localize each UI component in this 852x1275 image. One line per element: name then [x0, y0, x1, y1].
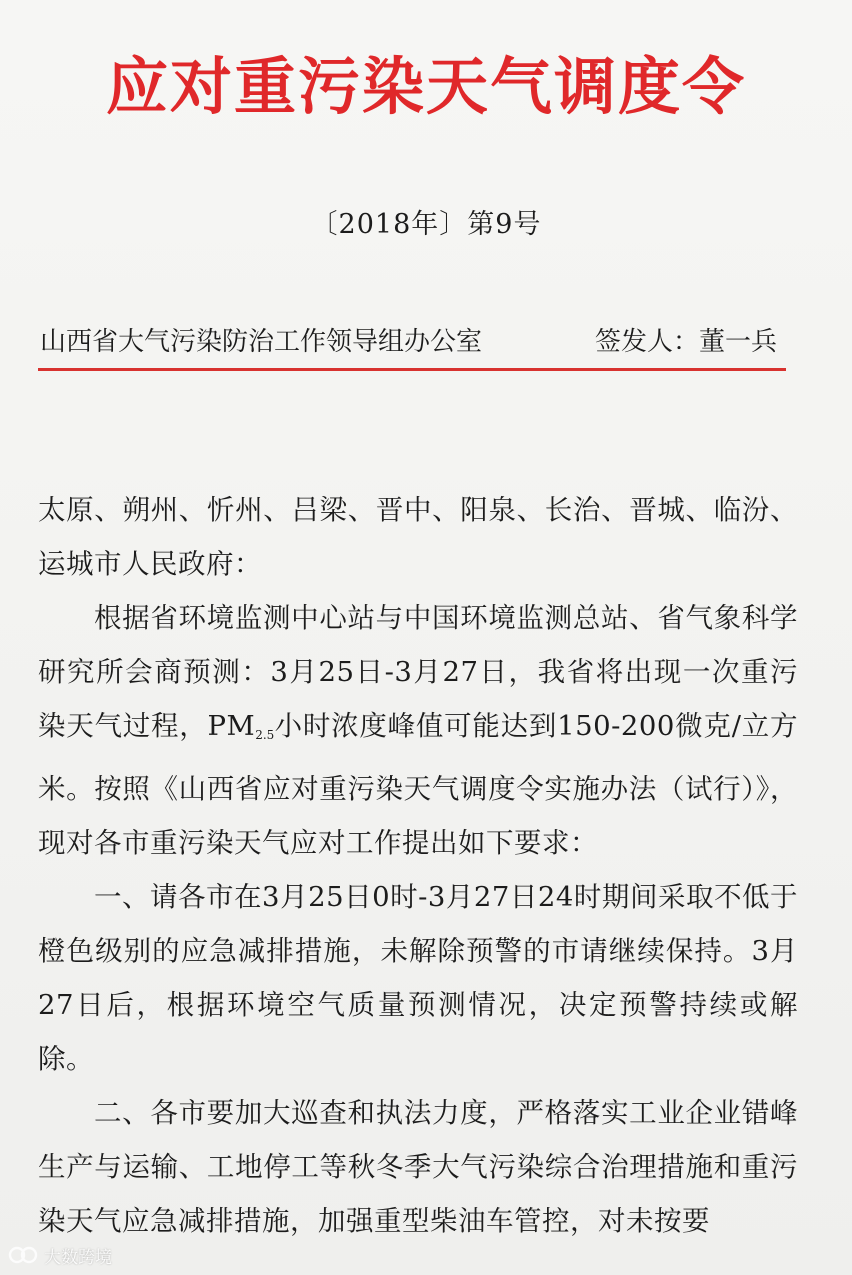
issuer-row — [40, 320, 785, 364]
document-number: 〔2018年〕第9号 — [310, 209, 542, 240]
issuing-office: 山西省大气污染防治工作领导组办公室 — [40, 327, 483, 357]
paragraph-forecast — [38, 591, 798, 870]
signer: 签发人：董一兵 — [594, 327, 777, 357]
watermark — [8, 1240, 112, 1270]
pm-subscript: 2.5 — [255, 728, 275, 742]
watermark-text: 大数跨境 — [44, 1247, 112, 1268]
document-title: 应对重污染天气调度令 — [105, 50, 746, 123]
addressee: 太原、朔州、忻州、吕梁、晋中、阳泉、长治、晋城、临汾、运城市人民政府： — [38, 494, 798, 580]
paragraph-requirement-1: 一、请各市在3月25日0时-3月27日24时期间采取不低于橙色级别的应急减排措施，未解除预警的市请继续保持。3月27日后，根据环境空气质量预测情况，决定预警持续或解除。 — [38, 881, 798, 1075]
red-divider-line — [38, 368, 786, 371]
paragraph-requirement-2: 二、各市要加大巡查和执法力度，严格落实工业企业错峰生产与运输、工地停工等秋冬季大气污染综合治理措施和重污染天气应急减排措施，加强重型柴油车管控，对未按要 — [38, 1097, 798, 1237]
brand-logo-icon — [8, 1244, 38, 1266]
forecast-text-end: 小时浓度峰值可能达到150-200微克/立方米。按照《山西省应对重污染天气调度令实施办法（试行）》，现对各市重污染天气应对工作提出如下要求： — [38, 710, 798, 859]
forecast-text-start: 根据省环境监测中心站与中国环境监测总站、省气象科学研究所会商预测：3月25日-3月27日，我省将出现一次重污染天气过程，PM — [38, 602, 798, 742]
document-body — [38, 483, 798, 1248]
